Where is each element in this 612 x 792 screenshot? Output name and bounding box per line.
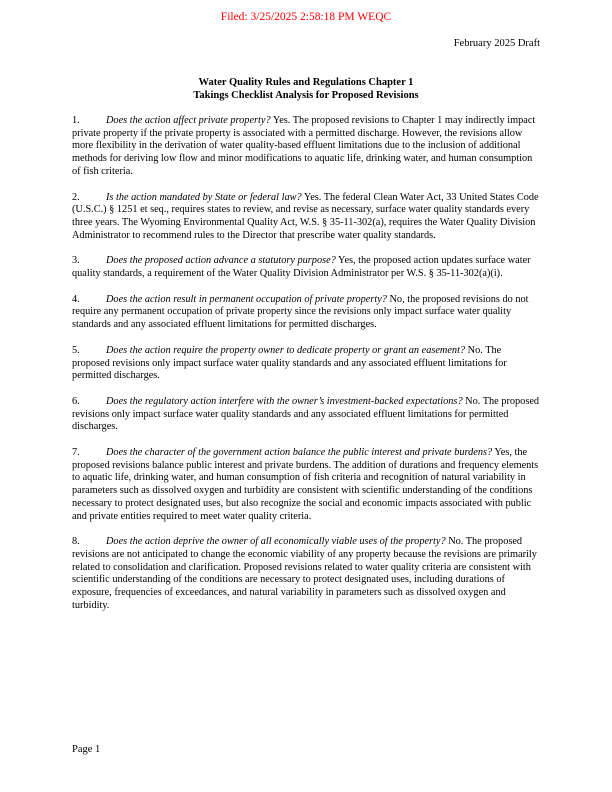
document-title: [72, 76, 540, 102]
item-number: 2.: [72, 191, 80, 203]
checklist-item-1: [72, 115, 540, 179]
item-answer: Yes, the proposed revisions balance public interest and private burdens. The addition of durations and frequency elements to aquatic life, drinking water, and human consumption of fish criteria and recognition of natural variability in parameters such as dissolved oxygen and turbidity are consistent with scientific understanding of the conditions necessary to protect designated uses, but also recognize the social and economic impacts associated with public and private entities required to meet water quality criteria.: [72, 447, 539, 522]
checklist-item-3: [72, 255, 540, 280]
item-number: 4.: [72, 293, 80, 305]
item-number: 8.: [72, 536, 80, 548]
item-answer: No. The proposed revisions are not anticipated to change the economic viability of any property because the revisions are primarily related to consolidation and clarification. Proposed revisions related to water quality criteria are consistent with scientific understanding of the conditions are necessary to protect designated uses, including durations of exposure, frequencies of exceedances, and natural variability in parameters such as dissolved oxygen and turbidity.: [72, 536, 537, 611]
item-answer: No. The proposed revisions only impact surface water quality standards and any associated effluent limitations for permitted discharges.: [72, 344, 507, 382]
item-question: Does the regulatory action interfere with the owner’s investment-backed expectations?: [106, 395, 463, 407]
item-question: Does the action deprive the owner of all economically viable uses of the property?: [106, 536, 446, 548]
checklist-item-5: [72, 345, 540, 383]
item-answer: No, the proposed revisions do not require any permanent occupation of private property since the revisions only impact surface water quality standards and any associated effluent limitations for permitted discharges.: [72, 293, 529, 331]
checklist-body: [72, 115, 540, 626]
item-question: Does the action result in permanent occupation of private property?: [106, 293, 387, 305]
item-answer: No. The proposed revisions only impact surface water quality standards and any associated effluent limitations for permitted discharges.: [72, 395, 540, 433]
title-line-1: Water Quality Rules and Regulations Chapter 1: [198, 77, 414, 88]
checklist-item-4: [72, 294, 540, 332]
item-question: Does the action require the property owner to dedicate property or grant an easement?: [106, 344, 466, 356]
item-question: Does the proposed action advance a statutory purpose?: [106, 255, 336, 267]
page-number: Page 1: [72, 744, 101, 755]
item-number: 7.: [72, 447, 80, 459]
checklist-item-7: [72, 447, 540, 523]
title-line-2: Takings Checklist Analysis for Proposed Revisions: [193, 90, 419, 101]
checklist-item-8: [72, 536, 540, 612]
item-number: 1.: [72, 115, 80, 126]
item-question: Is the action mandated by State or federal law?: [106, 191, 302, 203]
item-answer: Yes. The federal Clean Water Act, 33 United States Code (U.S.C.) § 1251 et seq., requires states to review, and revise as necessary, surface water quality standards every three years. The Wyoming Environmental Quality Act, W.S. § 35-11-302(a), requires the Water Quality Division Administrator to recommend rules to the Director that prescribe water quality standards.: [72, 191, 539, 241]
item-number: 6.: [72, 395, 80, 407]
checklist-item-6: [72, 396, 540, 434]
checklist-item-2: [72, 192, 540, 243]
item-question: Does the character of the government action balance the public interest and private burdens?: [106, 447, 493, 459]
item-question: Does the action affect private property?: [106, 115, 271, 126]
draft-label: February 2025 Draft: [453, 38, 540, 49]
item-number: 3.: [72, 255, 80, 267]
filed-stamp: Filed: 3/25/2025 2:58:18 PM WEQC: [220, 11, 392, 23]
item-number: 5.: [72, 344, 80, 356]
item-answer: Yes. The proposed revisions to Chapter 1 may indirectly impact private property if the private property is associated with a permitted discharge. However, the revisions allow more flexibility in the derivation of water quality-based effluent limitations due to the inclusion of additional methods for deriving low flow and minor modifications to aquatic life, drinking water, and human consumption of fish criteria.: [72, 115, 536, 177]
item-answer: Yes, the proposed action updates surface water quality standards, a requirement of the Water Quality Division Administrator per W.S. § 35-11-302(a)(i).: [72, 255, 531, 280]
